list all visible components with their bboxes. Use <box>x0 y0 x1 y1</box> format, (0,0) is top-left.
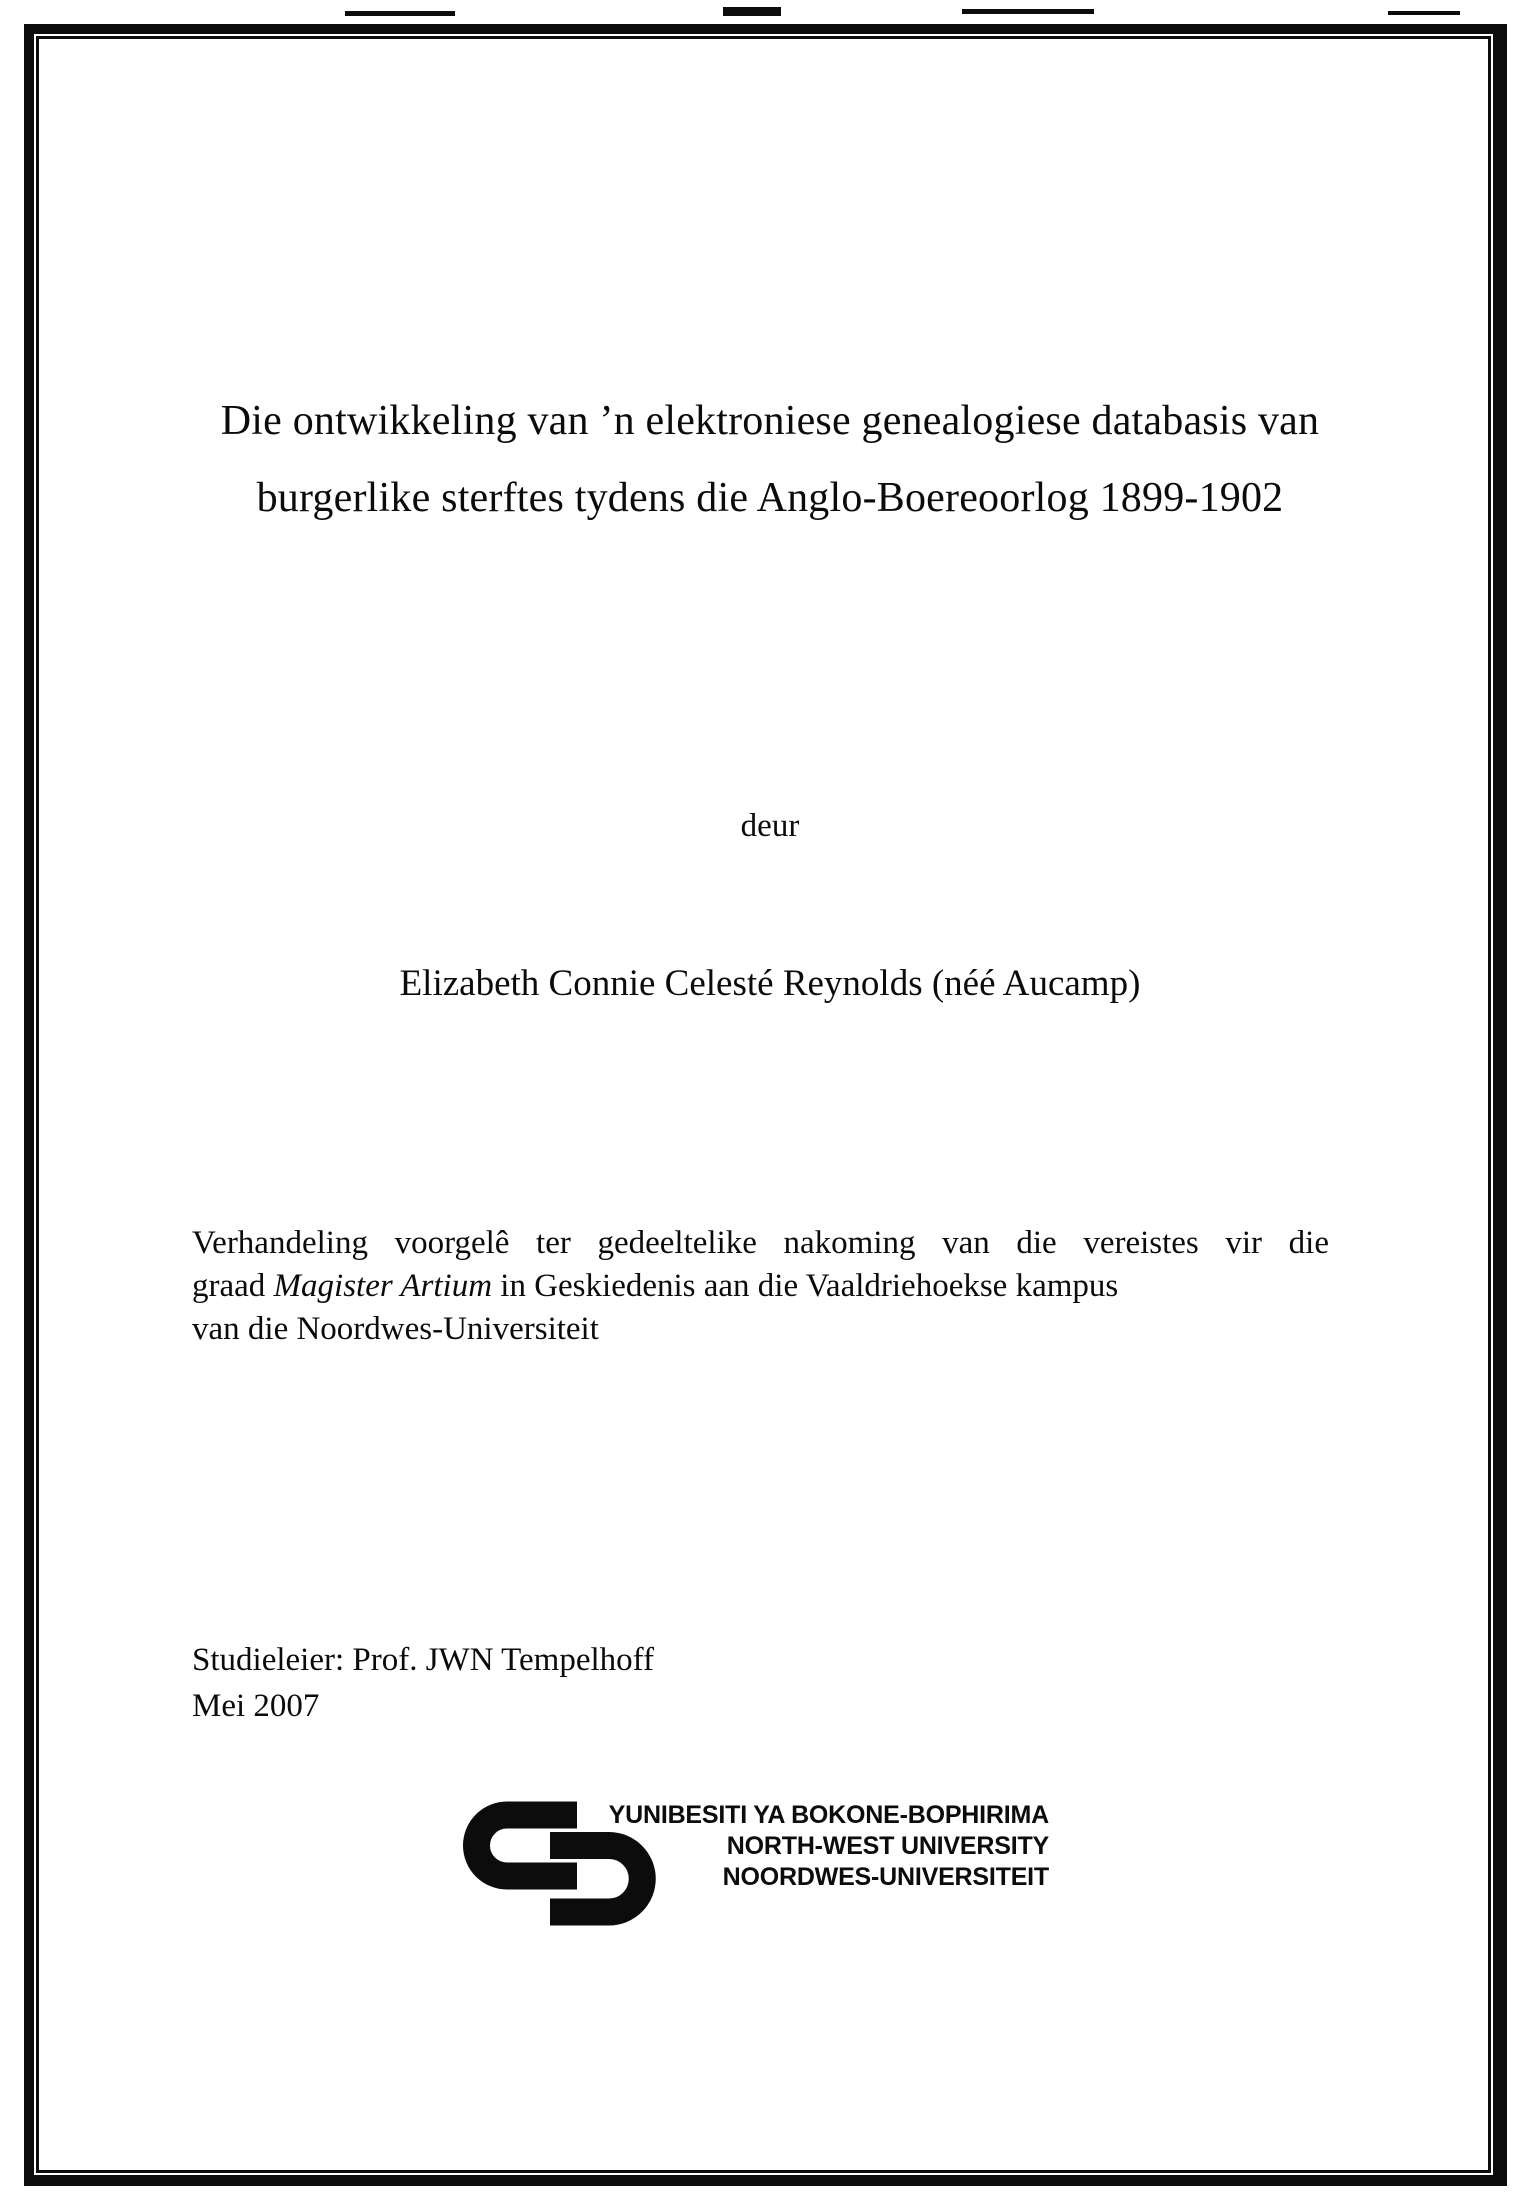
author-name: Elizabeth Connie Celesté Reynolds (néé Aucamp) <box>399 963 1141 1004</box>
scan-artifact <box>962 9 1094 14</box>
logo-line-afrikaans: NOORDWES-UNIVERSITEIT <box>722 1863 1049 1891</box>
supervisor-block <box>192 1637 1092 1729</box>
date-line: Mei 2007 <box>192 1688 320 1724</box>
thesis-title-line-1: Die ontwikkeling van ’n elektroniese genealogiese databasis van <box>220 398 1320 444</box>
scan-artifact <box>345 11 455 16</box>
statement-line2-suffix: in Geskiedenis aan die Vaaldriehoekse kampus <box>492 1268 1119 1304</box>
thesis-title-line-2: burgerlike sterftes tydens die Anglo-Boereoorlog 1899-1902 <box>256 475 1284 521</box>
thesis-title <box>160 383 1380 537</box>
statement-line2-prefix: graad <box>192 1268 274 1304</box>
degree-name-italic: Magister Artium <box>273 1268 493 1304</box>
scan-artifact <box>723 7 781 16</box>
logo-line-setswana: YUNIBESITI YA BOKONE-BOPHIRIMA <box>608 1801 1049 1829</box>
thesis-statement <box>192 1222 1329 1351</box>
thesis-statement-line-3: van die Noordwes-Universiteit <box>192 1311 599 1347</box>
scan-artifact <box>1388 11 1460 15</box>
byline-preposition: deur <box>740 808 800 844</box>
thesis-statement-line-1: Verhandeling voorgelê ter gedeeltelike nakoming van die vereistes vir die <box>192 1225 1329 1261</box>
supervisor-line: Studieleier: Prof. JWN Tempelhoff <box>192 1642 655 1678</box>
logo-line-english: NORTH-WEST UNIVERSITY <box>726 1832 1049 1860</box>
university-logo-text <box>593 1800 1049 1893</box>
thesis-statement-line-2 <box>192 1265 1329 1308</box>
